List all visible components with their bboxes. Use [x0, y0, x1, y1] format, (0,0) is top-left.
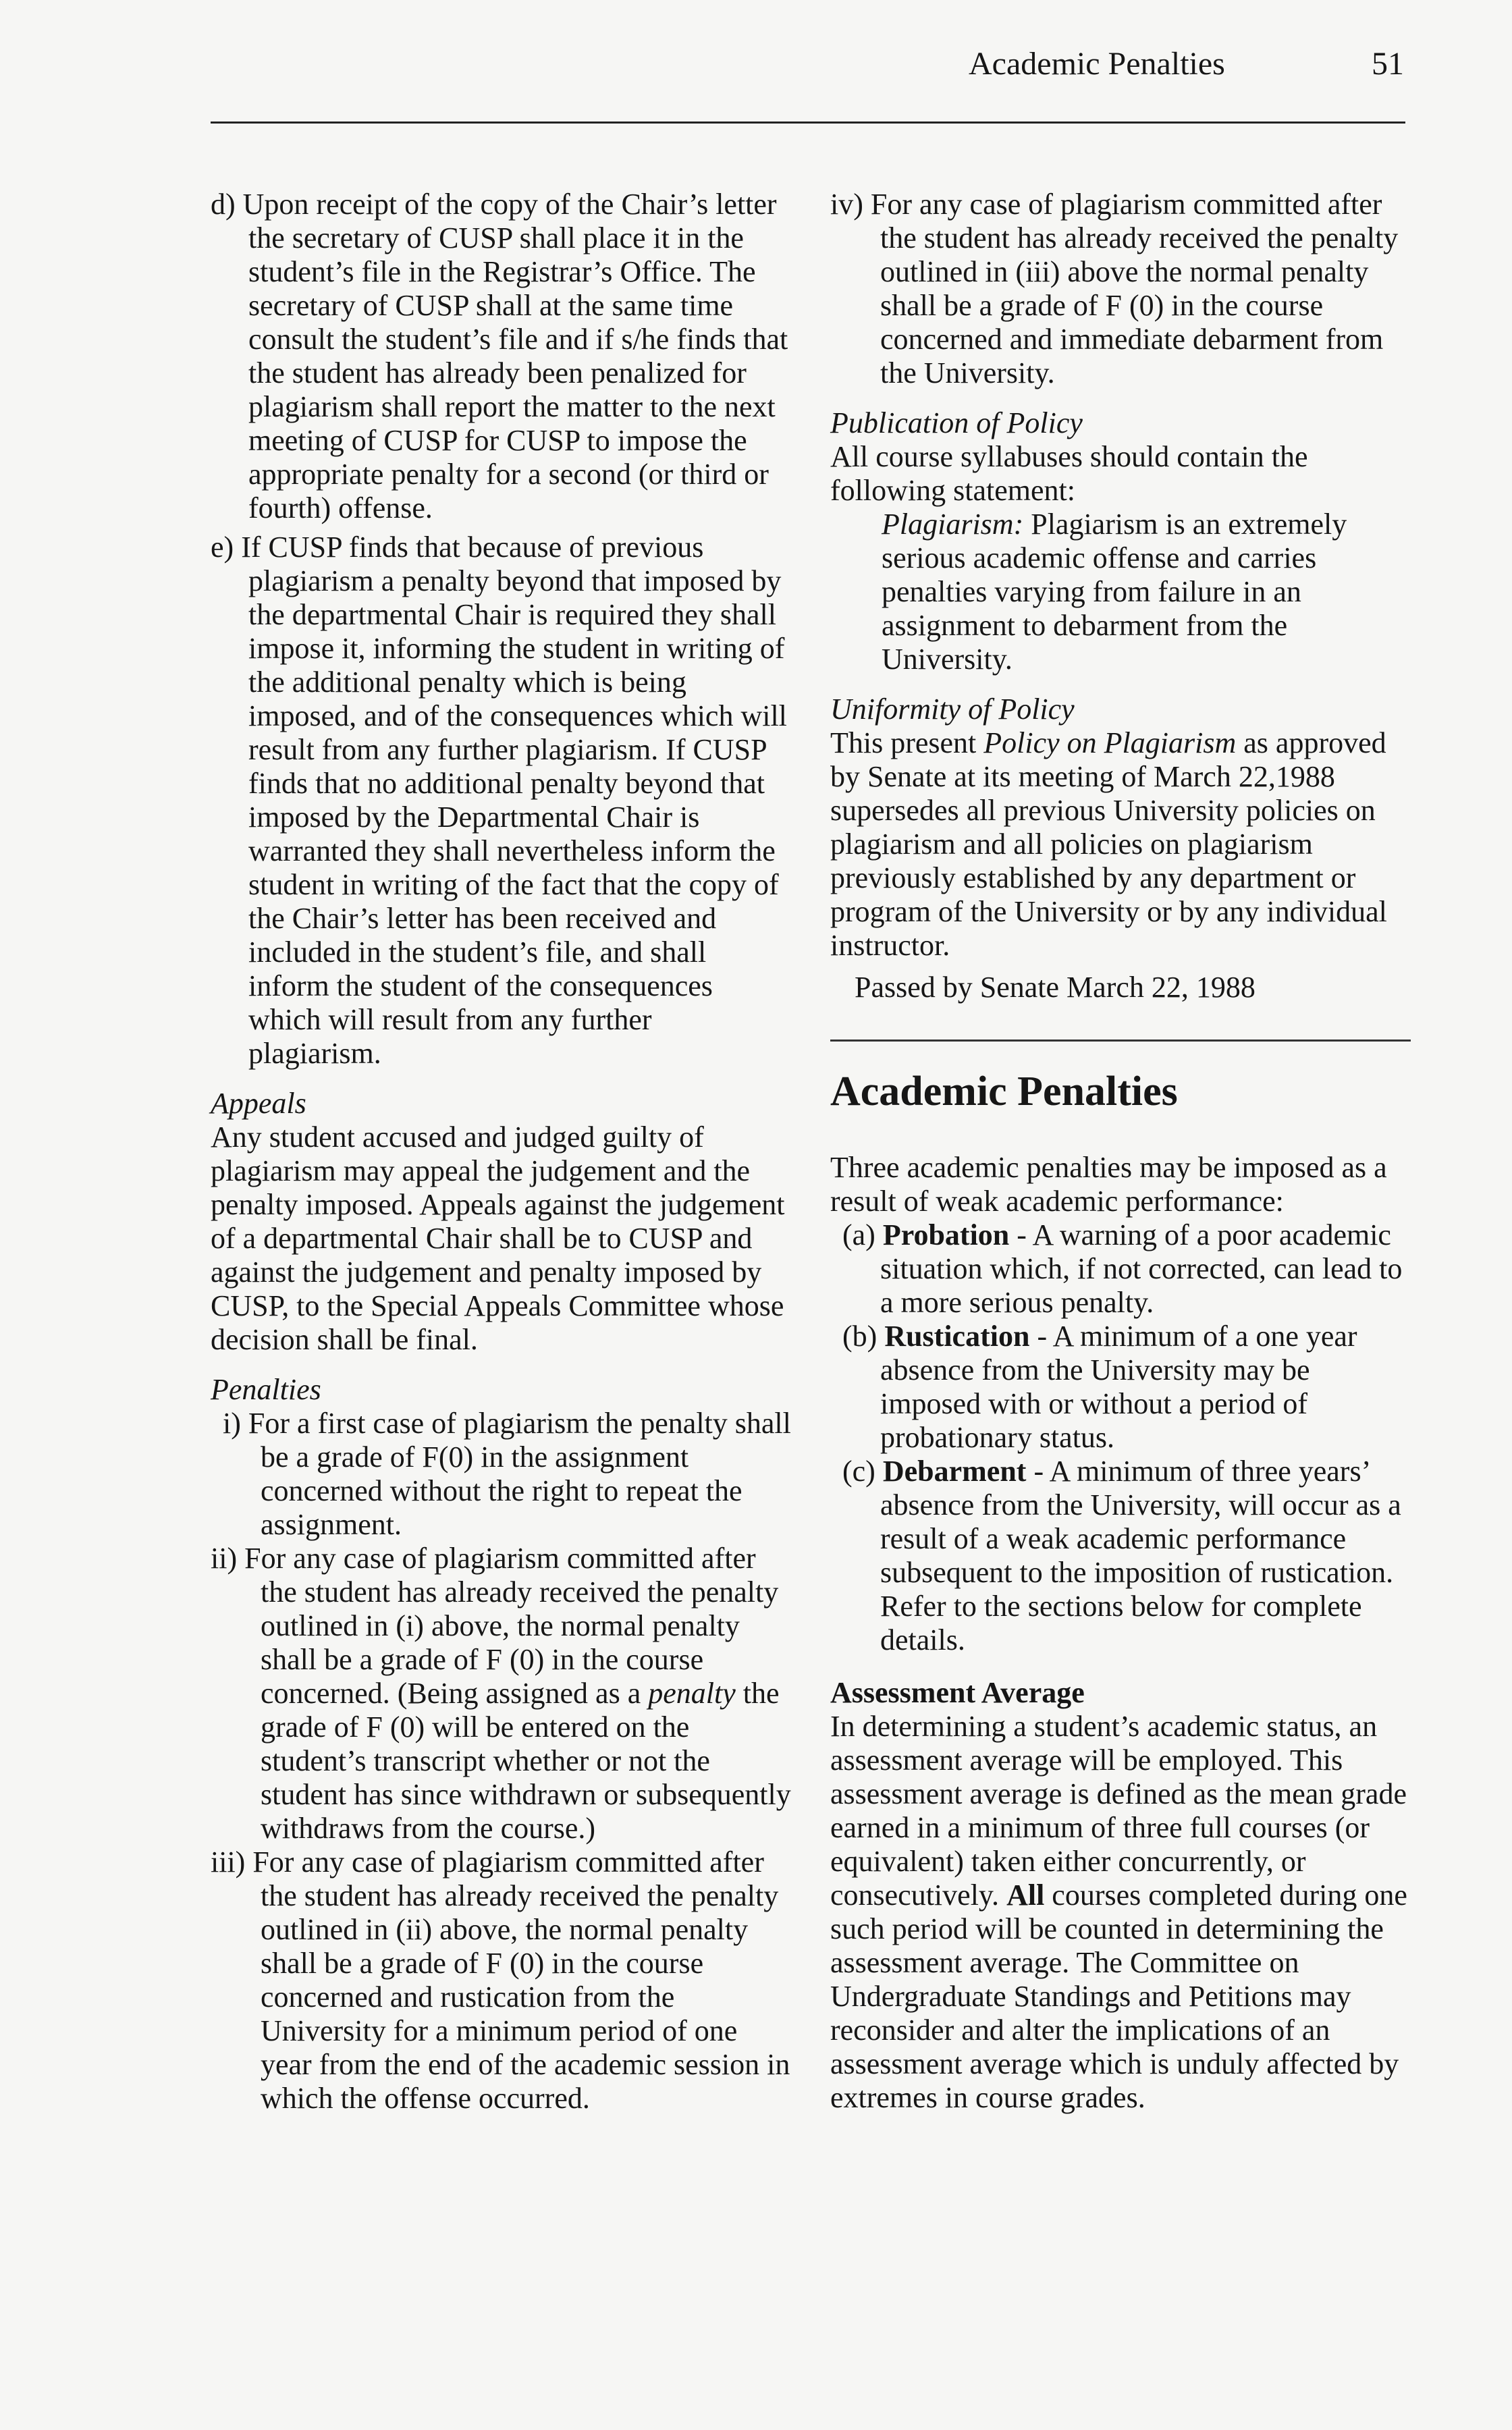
section-intro: Three academic penalties may be imposed as a result of weak academic performance: [830, 1151, 1387, 1218]
penalty-rustication-name: Rustication [884, 1320, 1030, 1353]
uniformity-emphasis: Policy on Plagiarism [983, 726, 1237, 759]
penalty-probation-label: (a) [842, 1218, 875, 1251]
item-iv-text: For any case of plagiarism committed after the student has already received the penalty outlined in (iii) above the normal penalty shall be a grade of F (0) in the course concerned and immediate debarment from the University. [870, 188, 1399, 389]
plagiarism-statement-text: Plagiarism is an extremely serious academic offense and carries penalties varying from failure in an assignment to debarment from the University. [882, 508, 1347, 676]
assessment-heading: Assessment Average [830, 1676, 1085, 1709]
penalty-rustication-label: (b) [842, 1320, 878, 1353]
uniformity-text-after: as approved by Senate at its meeting of March 22,1988 supersedes all previous University policies on plagiarism and all policies on plagiarism previously established by any department or program of the University or by any individual instructor. [830, 726, 1387, 962]
penalty-item-i-label: i) [223, 1407, 241, 1440]
appeals-heading: Appeals [211, 1087, 306, 1120]
item-e-label: e) [211, 531, 234, 564]
penalty-item-i-text: For a first case of plagiarism the penalty shall be a grade of F(0) in the assignment concerned without the right to repeat the assignment. [248, 1407, 791, 1541]
penalty-probation-name: Probation [882, 1218, 1010, 1251]
item-d [211, 188, 791, 525]
plagiarism-statement [830, 508, 1411, 676]
header-rule [211, 122, 1405, 124]
item-iv [830, 188, 1411, 390]
penalty-item-ii-label: ii) [211, 1542, 238, 1575]
passed-note: Passed by Senate March 22, 1988 [855, 971, 1256, 1004]
section-rule [830, 1040, 1411, 1042]
item-d-text: Upon receipt of the copy of the Chair’s letter the secretary of CUSP shall place it in the student’s file in the Registrar’s Office. The secretary of CUSP shall at the same time consult the student’s file and if s/he finds that the student has already been penalized for plagiarism shall report the matter to the next meeting of CUSP for CUSP to impose the appropriate penalty for a second (or third or fourth) offense. [242, 188, 788, 524]
penalty-debarment-name: Debarment [882, 1455, 1027, 1488]
item-iv-label: iv) [830, 188, 863, 221]
penalty-item-i [211, 1407, 791, 1542]
penalty-rustication [830, 1320, 1411, 1455]
penalty-probation-text: - A warning of a poor academic situation which, if not corrected, can lead to a more serious penalty. [880, 1218, 1403, 1319]
plagiarism-statement-label: Plagiarism: [882, 508, 1024, 541]
item-d-label: d) [211, 188, 236, 221]
penalty-item-iii-label: iii) [211, 1845, 246, 1879]
penalties-heading: Penalties [211, 1373, 321, 1406]
penalty-item-ii-emphasis: penalty [648, 1677, 736, 1710]
page-number: 51 [1372, 46, 1404, 82]
left-column [211, 188, 791, 2115]
uniformity-heading: Uniformity of Policy [830, 693, 1075, 726]
publication-heading: Publication of Policy [830, 406, 1083, 439]
penalty-item-ii [211, 1542, 791, 1845]
penalty-item-iii [211, 1845, 791, 2115]
uniformity-text [830, 726, 1411, 963]
section-title: Academic Penalties [830, 1069, 1178, 1114]
item-e [211, 531, 791, 1071]
penalty-debarment [830, 1455, 1411, 1657]
publication-text: All course syllabuses should contain the following statement: [830, 440, 1308, 507]
item-e-text: If CUSP finds that because of previous plagiarism a penalty beyond that imposed by the departmental Chair is required they shall impose it, informing the student in writing of the additional penalty which is being imposed, and of the consequences which will result from any further plagiarism. If CUSP finds that no additional penalty beyond that imposed by the Departmental Chair is warranted they shall nevertheless inform the student in writing of the fact that the copy of the Chair’s letter has been received and included in the student’s file, and shall inform the student of the consequences which will result from any further plagiarism. [241, 531, 787, 1070]
penalty-rustication-text: - A minimum of a one year absence from the University may be imposed with or without a period of probationary status. [880, 1320, 1357, 1454]
running-header [969, 40, 1404, 88]
penalty-debarment-text: - A minimum of three years’ absence from the University, will occur as a result of a weak academic performance subsequent to the imposition of rustication. Refer to the sections below for complete details. [880, 1455, 1401, 1656]
penalty-item-ii-text-after: the grade of F (0) will be entered on the student’s transcript whether or not the student has since withdrawn or subsequently withdraws from the course.) [261, 1677, 791, 1845]
right-column [830, 188, 1411, 2115]
penalty-item-ii-text-before: For any case of plagiarism committed after the student has already received the penalty outlined in (i) above, the normal penalty shall be a grade of F (0) in the course concerned. (Being assigned as a [244, 1542, 779, 1710]
penalty-probation [830, 1218, 1411, 1320]
running-header-title: Academic Penalties [969, 46, 1225, 82]
assessment-text-before: In determining a student’s academic status, an assessment average will be employed. This assessment average is defined as the mean grade earned in a minimum of three full courses (or equivalent) taken either concurrently, or consecutively. [830, 1710, 1407, 1912]
assessment-emphasis: All [1006, 1879, 1045, 1912]
uniformity-text-before: This present [830, 726, 984, 759]
penalty-item-iii-text: For any case of plagiarism committed after the student has already received the penalty outlined in (ii) above, the normal penalty shall be a grade of F (0) in the course concerned and rustication from the University for a minimum period of one year from the end of the academic session in which the offense occurred. [252, 1845, 790, 2115]
assessment-text [830, 1710, 1411, 2115]
assessment-text-after: courses completed during one such period will be counted in determining the assessment average. The Committee on Undergraduate Standings and Petitions may reconsider and alter the implications of an assessment average which is unduly affected by extremes in course grades. [830, 1879, 1407, 2114]
appeals-text: Any student accused and judged guilty of plagiarism may appeal the judgement and the penalty imposed. Appeals against the judgement of a departmental Chair shall be to CUSP and against the judgement and penalty imposed by CUSP, to the Special Appeals Committee whose decision shall be final. [211, 1120, 785, 1356]
penalty-debarment-label: (c) [842, 1455, 875, 1488]
